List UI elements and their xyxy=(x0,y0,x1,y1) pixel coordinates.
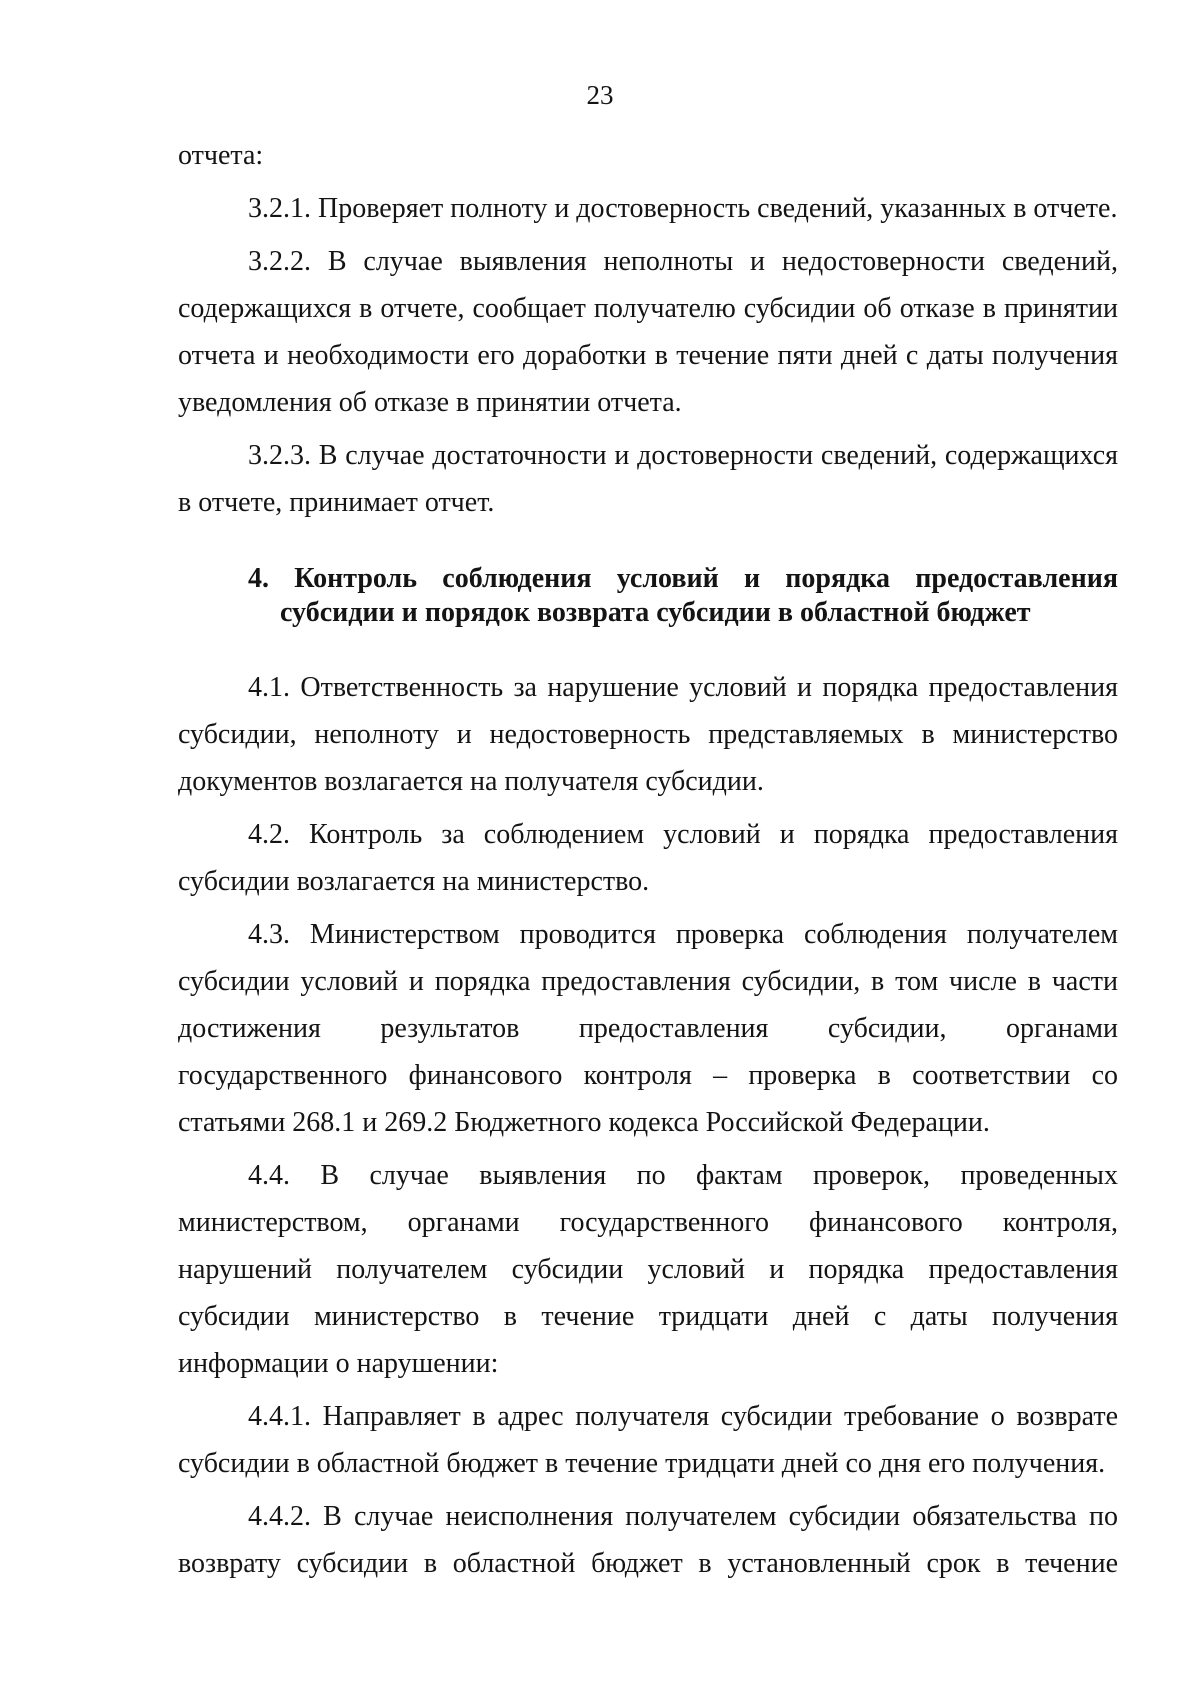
paragraph-4-3: 4.3. Министерством проводится проверка соблюдения получателем субсидии условий и порядка предоставления субсидии, в том числе в части достижения результатов предоставления субсидии, органами государственного финансового контроля – проверка в соответствии со статьями 268.1 и 269.2 Бюджетного кодекса Российской Федерации. xyxy=(178,919,1118,1138)
paragraph-3-2-1: 3.2.1. Проверяет полноту и достоверность сведений, указанных в отчете. xyxy=(248,193,1118,224)
page-number: 23 xyxy=(586,80,614,110)
paragraph-4-4-2: 4.4.2. В случае неисполнения получателем субсидии обязательства по возврату субсидии в областной бюджет в установленный срок в течение xyxy=(178,1501,1118,1579)
paragraph-4-1: 4.1. Ответственность за нарушение условий и порядка предоставления субсидии, неполноту и недостоверность представляемых в министерство документов возлагается на получателя субсидии. xyxy=(178,672,1118,797)
section-heading-line1: 4. Контроль соблюдения условий и порядка предоставления xyxy=(248,563,1118,594)
section-heading-line2: субсидии и порядок возврата субсидии в областной бюджет xyxy=(280,597,1031,628)
paragraph-4-2: 4.2. Контроль за соблюдением условий и порядка предоставления субсидии возлагается на министерство. xyxy=(178,819,1118,897)
paragraph-4-4-1: 4.4.1. Направляет в адрес получателя субсидии требование о возврате субсидии в областной бюджет в течение тридцати дней со дня его получения. xyxy=(178,1401,1118,1479)
paragraph-4-4: 4.4. В случае выявления по фактам проверок, проведенных министерством, органами государственного финансового контроля, нарушений получателем субсидии условий и порядка предоставления субсидии министерство в течение тридцати дней с даты получения информации о нарушении: xyxy=(178,1160,1118,1379)
document-body xyxy=(178,132,1118,1587)
paragraph-continuation: отчета: xyxy=(178,140,264,171)
section-4-heading xyxy=(178,562,1118,630)
paragraph-3-2-2: 3.2.2. В случае выявления неполноты и недостоверности сведений, содержащихся в отчете, сообщает получателю субсидии об отказе в принятии отчета и необходимости его доработки в течение пяти дней с даты получения уведомления об отказе в принятии отчета. xyxy=(178,246,1118,418)
paragraph-3-2-3: 3.2.3. В случае достаточности и достоверности сведений, содержащихся в отчете, принимает отчет. xyxy=(178,440,1118,518)
